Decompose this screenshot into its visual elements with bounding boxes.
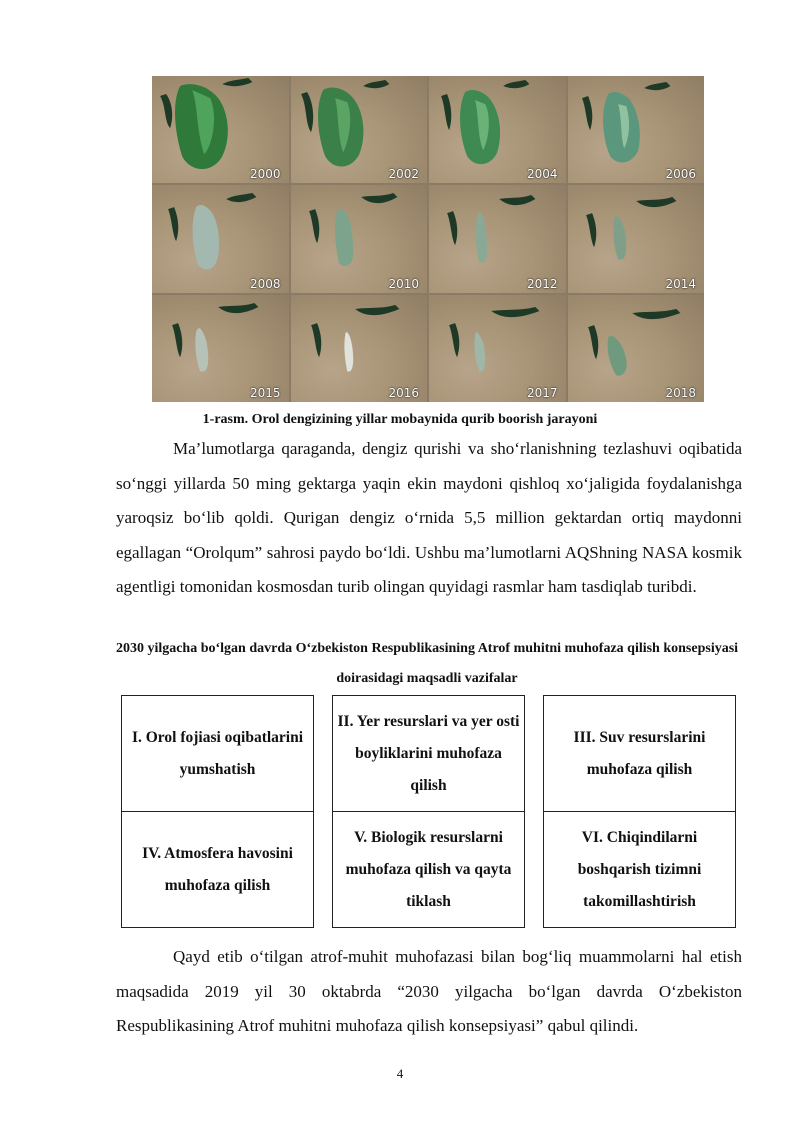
satellite-tile bbox=[429, 76, 566, 183]
task-box bbox=[543, 811, 736, 928]
satellite-tile bbox=[152, 185, 289, 292]
year-label: 2014 bbox=[665, 276, 696, 291]
task-label: IV. Atmosfera havosini muhofaza qilish bbox=[142, 844, 293, 894]
satellite-tile bbox=[568, 295, 705, 402]
task-box bbox=[543, 695, 736, 812]
satellite-tile bbox=[152, 76, 289, 183]
satellite-tile bbox=[429, 295, 566, 402]
satellite-tile bbox=[152, 295, 289, 402]
aral-sea-satellite-figure bbox=[152, 76, 704, 402]
task-label: III. Suv resurslarini muhofaza qilish bbox=[573, 728, 706, 778]
task-box bbox=[121, 811, 314, 928]
year-label: 2002 bbox=[388, 167, 419, 182]
task-label: V. Biologik resurslarni muhofaza qilish va qayta tiklash bbox=[345, 828, 512, 910]
satellite-tile bbox=[568, 185, 705, 292]
satellite-tile bbox=[291, 185, 428, 292]
body-paragraph: Qayd etib o‘tilgan atrof-muhit muhofazasi bilan bog‘liq muammolarni hal etish maqsadida 2019 yil 30 oktabrda “2030 yilgacha bo‘lgan davrda O‘zbekiston Respublikasining Atrof muhitni muhofaza qilish konsepsiyasi” qabul qilindi. bbox=[116, 947, 742, 1036]
year-label: 2008 bbox=[249, 276, 281, 291]
task-box bbox=[332, 811, 525, 928]
task-box bbox=[121, 695, 314, 812]
year-label: 2015 bbox=[249, 386, 281, 400]
satellite-tile bbox=[568, 76, 705, 183]
figure-caption: 1-rasm. Orol dengizining yillar mobaynida qurib boorish jarayoni bbox=[202, 412, 598, 427]
year-label: 2006 bbox=[665, 167, 696, 182]
year-label: 2016 bbox=[388, 386, 419, 400]
year-label: 2004 bbox=[526, 167, 558, 182]
page-number: 4 bbox=[396, 1066, 404, 1081]
year-label: 2000 bbox=[249, 167, 281, 182]
task-label: II. Yer resurslari va yer osti boyliklarini muhofaza qilish bbox=[337, 712, 520, 794]
year-label: 2010 bbox=[388, 276, 419, 291]
satellite-tile bbox=[429, 185, 566, 292]
year-label: 2018 bbox=[665, 386, 696, 400]
task-label: I. Orol fojiasi oqibatlarini yumshatish bbox=[131, 728, 304, 778]
task-box bbox=[332, 695, 525, 812]
task-label: VI. Chiqindilarni boshqarish tizimni takomillashtirish bbox=[577, 828, 702, 910]
satellite-tile bbox=[291, 295, 428, 402]
section-heading: 2030 yilgacha bo‘lgan davrda O‘zbekiston Respublikasining Atrof muhitni muhofaza qilish konsepsiyasi doirasidagi maqsadli vazifalar bbox=[115, 641, 739, 686]
satellite-tile bbox=[291, 76, 428, 183]
body-paragraph: Ma’lumotlarga qaraganda, dengiz qurishi va sho‘rlanishning tezlashuvi oqibatida so‘nggi yillarda 50 ming gektarga yaqin ekin maydoni qishloq xo‘jaligida foydalanishga yaroqsiz bo‘lib qoldi. Qurigan dengiz o‘rnida 5,5 million gektardan ortiq maydonni egallagan “Orolqum” sahrosi paydo bo‘ldi. Ushbu ma’lumotlarni AQShning NASA kosmik agentligi tomonidan kosmosdan turib olingan quyidagi rasmlar ham tasdiqlab turibdi. bbox=[116, 439, 742, 597]
year-label: 2017 bbox=[526, 386, 558, 400]
year-label: 2012 bbox=[526, 276, 558, 291]
